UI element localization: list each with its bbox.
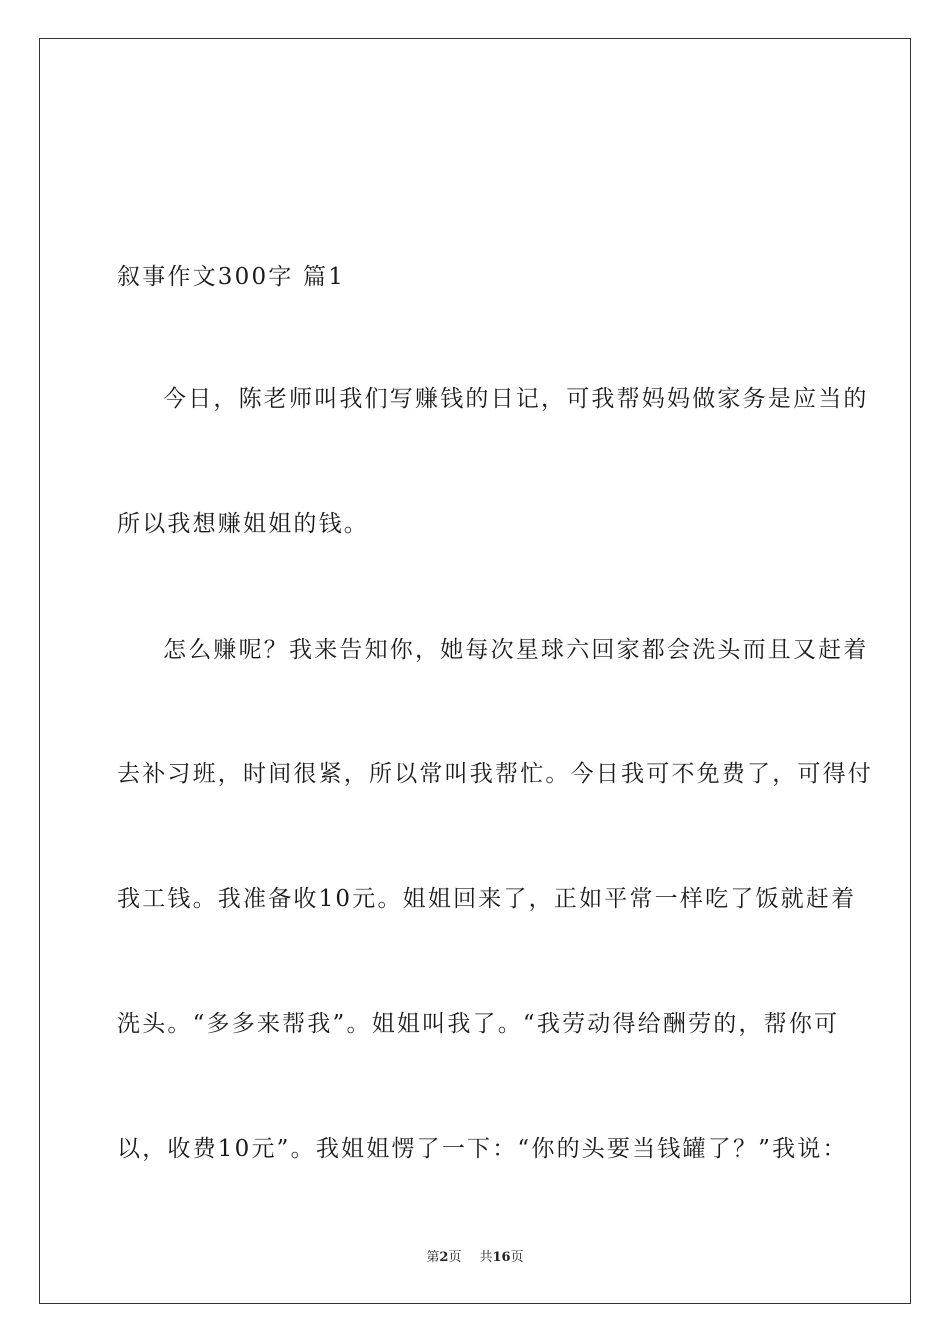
footer-page-number: 2 [439,1250,449,1265]
paragraph-line-6: 洗头。“多多来帮我”。姐姐叫我了。“我劳动得给酬劳的，帮你可 [117,1011,840,1037]
paragraph-line-7: 以，收费10元”。我姐姐愣了一下：“你的头要当钱罐了？”我说： [117,1136,848,1162]
paragraph-line-5: 我工钱。我准备收10元。姐姐回来了，正如平常一样吃了饭就赶着 [117,886,857,912]
paragraph-line-2: 所以我想赚姐姐的钱。 [117,511,369,537]
footer-total-prefix: 共 [479,1250,493,1265]
footer-page-suffix: 页 [448,1250,462,1265]
paragraph-line-4: 去补习班，时间很紧，所以常叫我帮忙。今日我可不免费了，可得付 [117,761,873,787]
document-title: 叙事作文300字 篇1 [117,264,346,290]
paragraph-line-3: 怎么赚呢？我来告知你，她每次星球六回家都会洗头而且又赶着 [163,637,869,663]
page-border [39,38,911,1304]
footer-page-prefix: 第 [426,1250,440,1265]
page-footer [0,1246,950,1265]
paragraph-line-1: 今日，陈老师叫我们写赚钱的日记，可我帮妈妈做家务是应当的 [163,386,869,412]
footer-total-number: 16 [492,1250,511,1265]
footer-total-suffix: 页 [510,1250,524,1265]
